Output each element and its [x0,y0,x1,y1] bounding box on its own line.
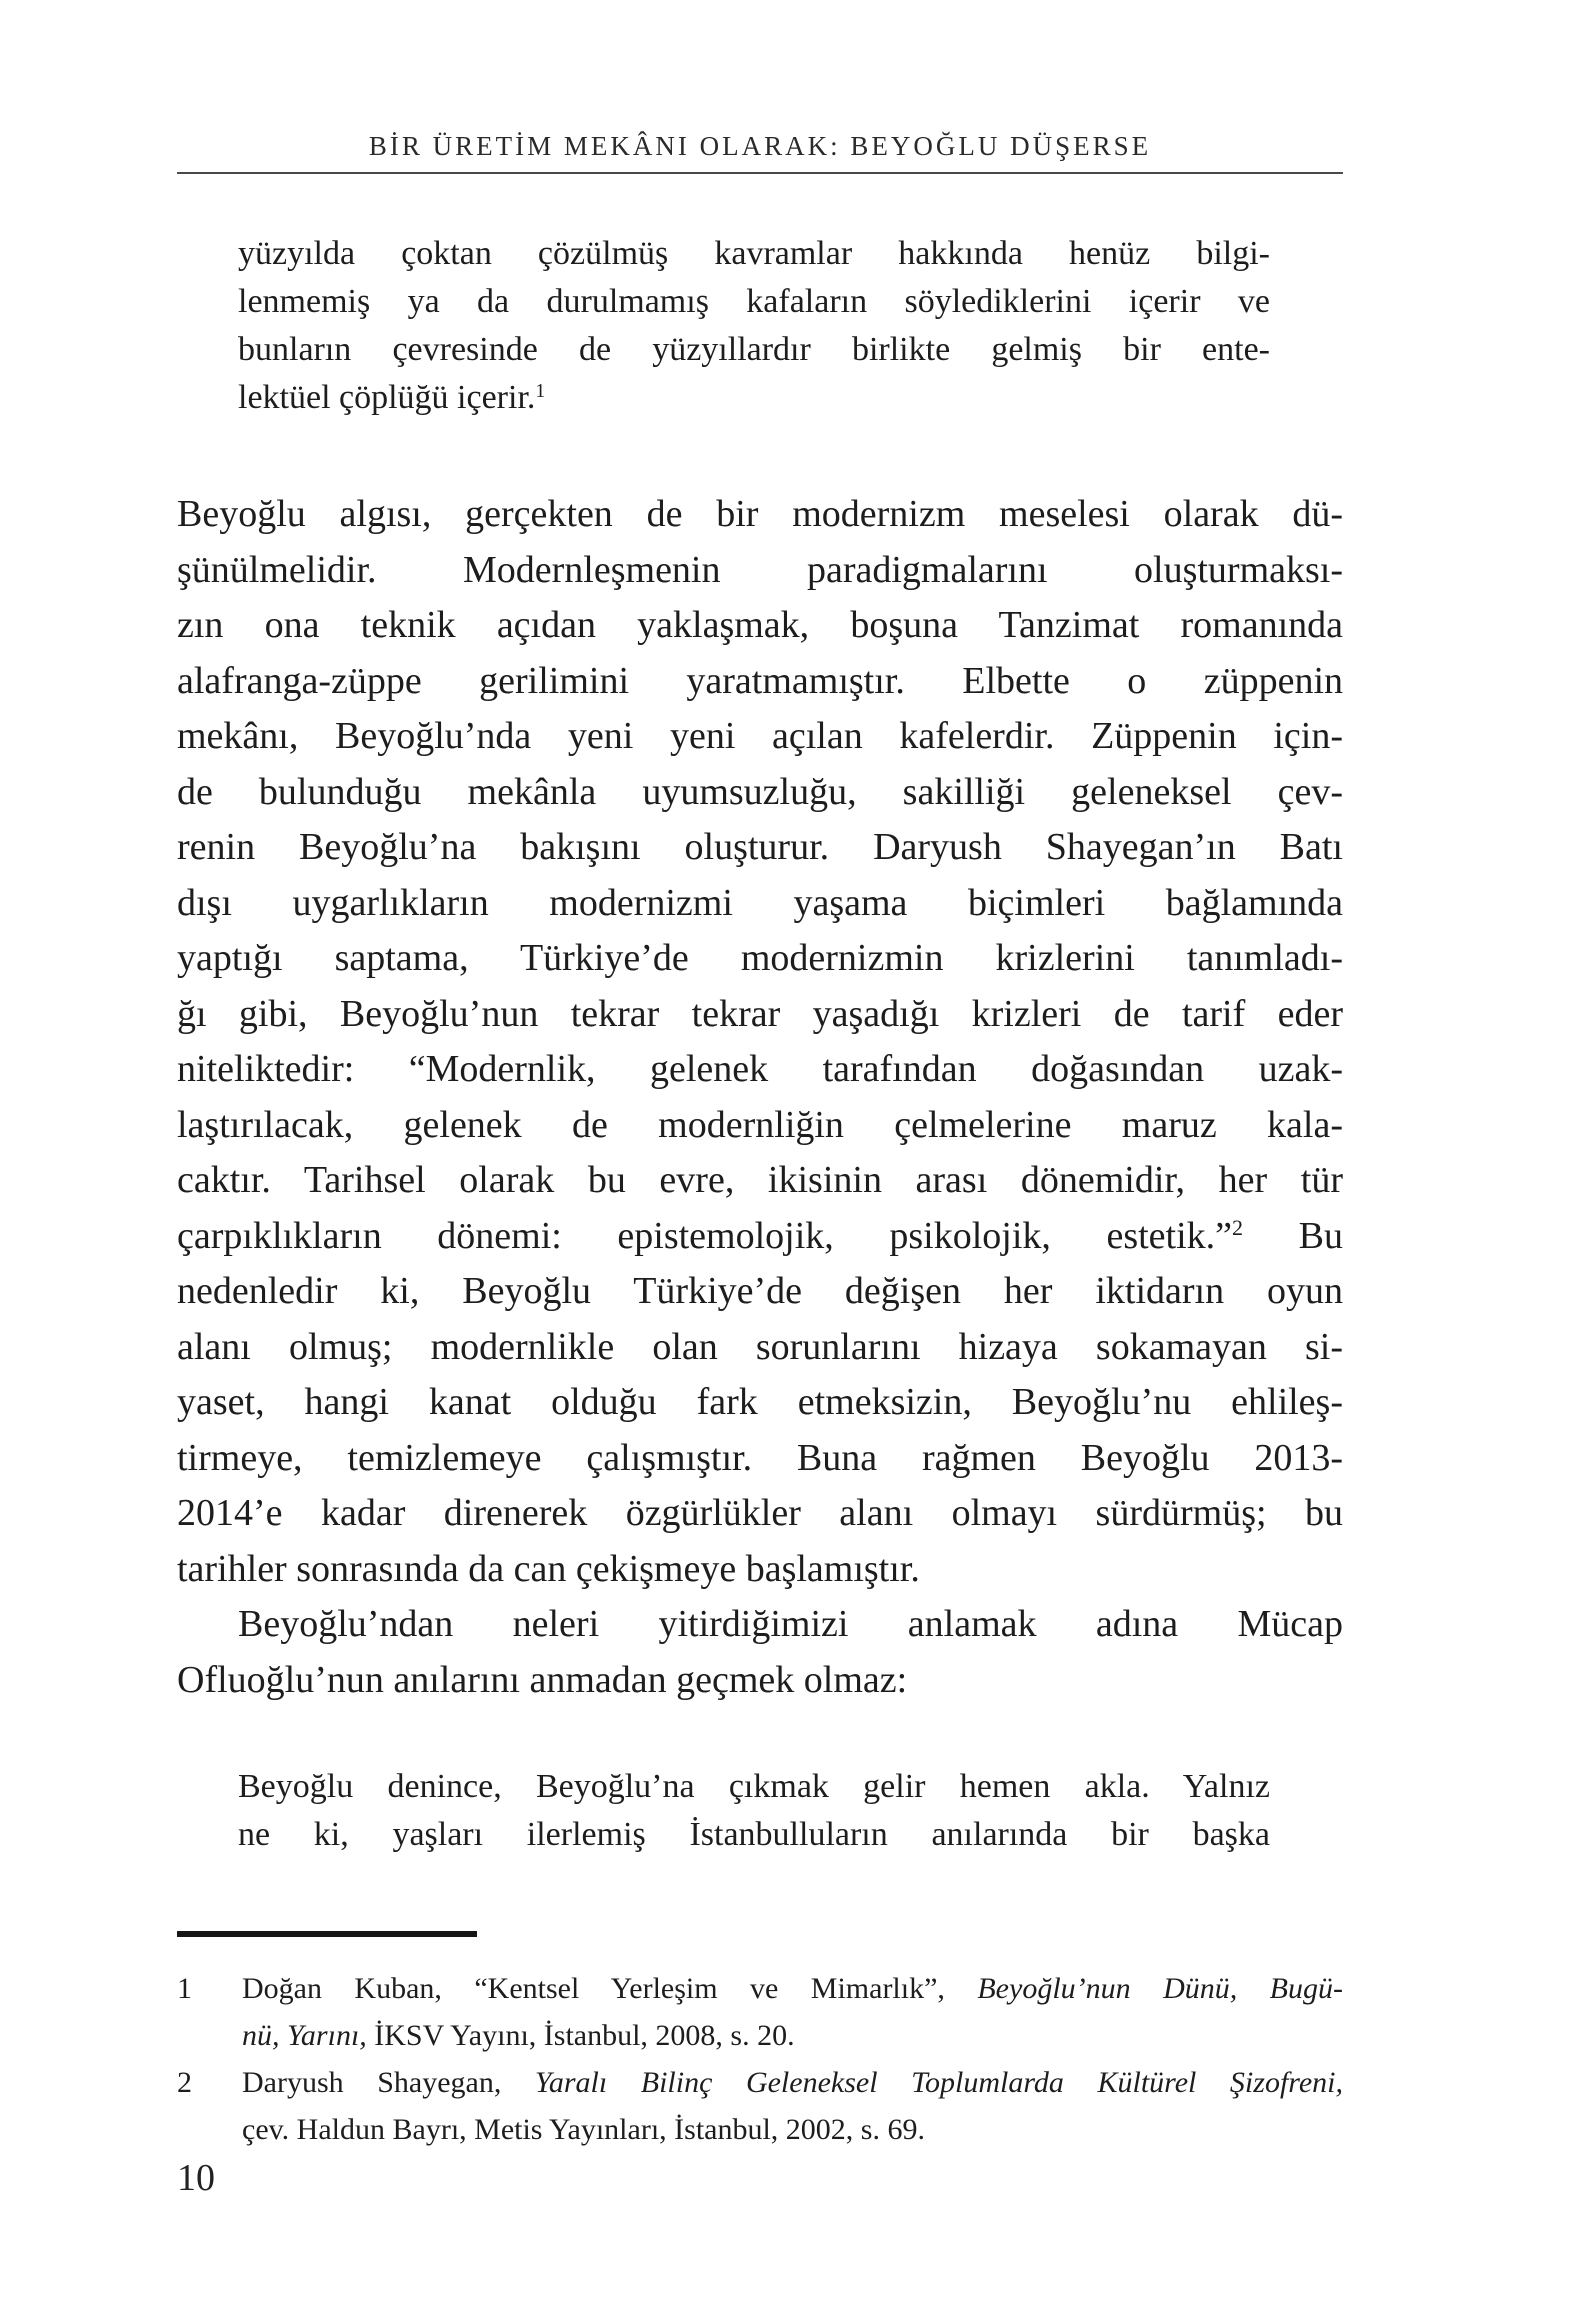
text-line: Beyoğlu denince, Beyoğlu’na çıkmak gelir hemen akla. Yalnız [238,1768,1270,1805]
text-line: nedenledir ki, Beyoğlu Türkiye’de değişen her iktidarın oyun [177,1270,1343,1312]
page-number: 10 [177,2157,215,2199]
text-line: yaset, hangi kanat olduğu fark etmeksizin, Beyoğlu’nu ehlileş- [177,1381,1343,1423]
footnote-1-number: 1 [177,1972,192,2005]
text-line: dışı uygarlıkların modernizmi yaşama biçimleri bağlamında [177,881,1343,924]
text-line: lektüel çöplüğü içerir.$^1$ [238,379,546,416]
text-line: tarihler sonrasında da can çekişmeye başlamıştır. [177,1547,920,1590]
running-header: BİR ÜRETİM MEKÂNI OLARAK: BEYOĞLU DÜŞERSE [368,131,1152,161]
text-line: 2014’e kadar direnerek özgürlükler alanı olmayı sürdürmüş; bu [177,1492,1343,1534]
text-line: ğı gibi, Beyoğlu’nun tekrar tekrar yaşadığı krizleri de tarif eder [177,992,1343,1035]
text-line: ne ki, yaşları ilerlemiş İstanbulluların anılarında bir başka [238,1816,1270,1853]
text-line: niteliktedir: “Modernlik, gelenek tarafından doğasından uzak- [177,1048,1343,1090]
text-line: çev. Haldun Bayrı, Metis Yayınları, İstanbul, 2002, s. 69. [242,2113,925,2146]
text-line: de bulunduğu mekânla uyumsuzluğu, sakilliği geleneksel çev- [177,770,1343,813]
text-line: zın ona teknik açıdan yaklaşmak, boşuna Tanzimat romanında [177,604,1343,646]
text-line: Beyoğlu’ndan neleri yitirdiğimizi anlamak adına Mücap [238,1603,1343,1645]
text-line: alafranga-züppe gerilimini yaratmamıştır. Elbette o züppenin [177,659,1343,702]
text-line: Daryush Shayegan, Yaralı Bilinç Geleneksel Toplumlarda Kültürel Şizofreni, [242,2066,1343,2099]
body-paragraph-2 [177,1597,1343,1708]
footnote-2 [177,2059,1343,2153]
text-line: yüzyılda çoktan çözülmüş kavramlar hakkında henüz bilgi- [238,235,1270,272]
text-line: nü, Yarını, İKSV Yayını, İstanbul, 2008, s. 20. [242,2019,795,2052]
text-line: bunların çevresinde de yüzyıllardır birlikte gelmiş bir ente- [238,331,1270,368]
text-line: Beyoğlu algısı, gerçekten de bir modernizm meselesi olarak dü- [177,493,1343,535]
footnotes [177,1965,1343,2153]
text-line: alanı olmuş; modernlikle olan sorunlarını hizaya sokamayan si- [177,1325,1343,1368]
footnote-1 [177,1965,1343,2059]
text-line: renin Beyoğlu’na bakışını oluşturur. Daryush Shayegan’ın Batı [177,826,1343,868]
text-line: Ofluoğlu’nun anılarını anmadan geçmek olmaz: [177,1658,908,1701]
block-quote-1 [238,230,1270,422]
text-line: laştırılacak, gelenek de modernliğin çelmelerine maruz kala- [177,1103,1343,1146]
text-line: tirmeye, temizlemeye çalışmıştır. Buna rağmen Beyoğlu 2013- [177,1436,1343,1479]
footnote-1-text [242,1965,1343,2059]
text-line: şünülmelidir. Modernleşmenin paradigmalarını oluşturmaksı- [177,548,1343,591]
header-rule [177,172,1343,174]
text-line: çarpıklıkların dönemi: epistemolojik, psikolojik, estetik.”$^2$ Bu [177,1214,1343,1257]
text-line: caktır. Tarihsel olarak bu evre, ikisinin arası dönemidir, her tür [177,1159,1343,1201]
text-line: Doğan Kuban, “Kentsel Yerleşim ve Mimarlık”, Beyoğlu’nun Dünü, Bugü- [242,1972,1343,2005]
text-line: lenmemiş ya da durulmamış kafaların söylediklerini içerir ve [238,283,1270,320]
footnote-2-text [242,2059,1343,2153]
text-line: yaptığı saptama, Türkiye’de modernizmin krizlerini tanımladı- [177,937,1343,979]
footnote-separator-rule [177,1931,477,1937]
text-line: mekânı, Beyoğlu’nda yeni yeni açılan kafelerdir. Züppenin için- [177,715,1343,757]
block-quote-2 [238,1763,1270,1859]
footnote-2-number: 2 [177,2066,192,2099]
body-paragraph-1 [177,487,1343,1597]
